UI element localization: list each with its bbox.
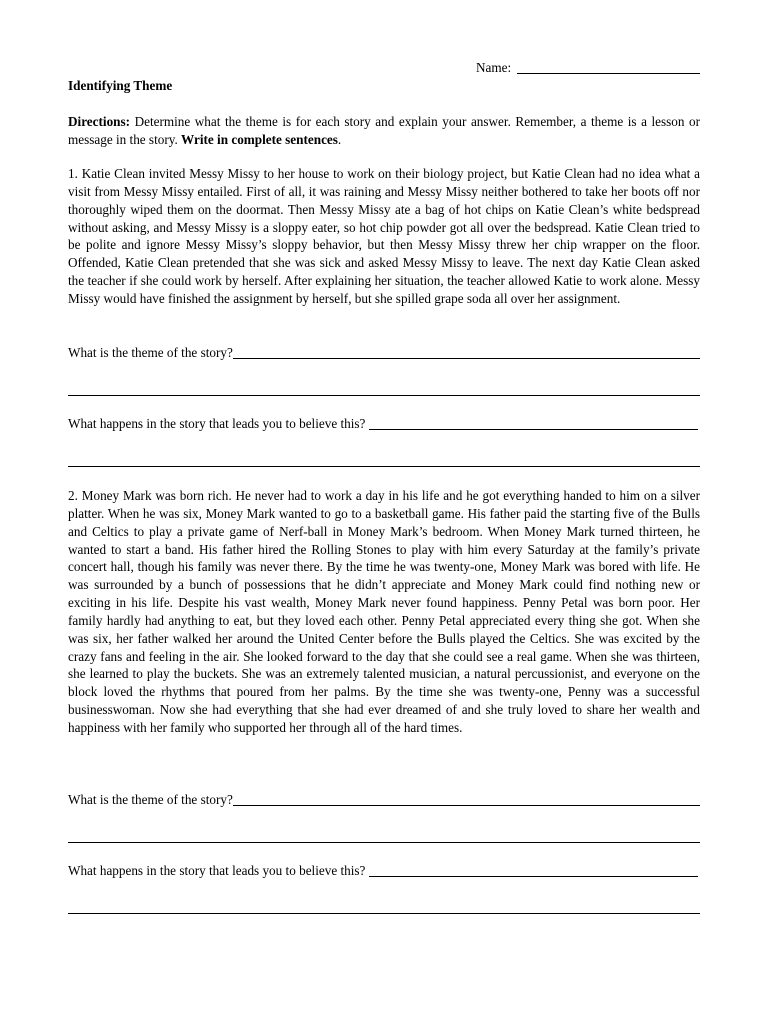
story-1-theme-question xyxy=(68,344,700,362)
story-2-evidence-question-label: What happens in the story that leads you to believe this? xyxy=(68,863,366,878)
story-2-theme-answer-line-2[interactable] xyxy=(68,842,700,843)
story-1-evidence-answer-line-2[interactable] xyxy=(68,466,700,467)
story-2-evidence-answer-line-2[interactable] xyxy=(68,913,700,914)
directions xyxy=(68,113,700,149)
worksheet-title: Identifying Theme xyxy=(68,78,173,93)
story-2-evidence-answer-line[interactable] xyxy=(369,864,698,877)
story-1-theme-question-label: What is the theme of the story? xyxy=(68,345,233,360)
directions-end: . xyxy=(337,131,342,147)
story-2-theme-question xyxy=(68,791,700,809)
worksheet-page xyxy=(68,0,700,1024)
story-2-theme-question-label: What is the theme of the story? xyxy=(68,792,233,807)
story-1-text: 1. Katie Clean invited Messy Missy to her house to work on their biology project, but Katie Clean had no idea what a visit from Messy Missy entailed. First of all, it was raining and Messy Missy neither bothered to take her boots off nor thoroughly wiped them on the doormat. Then Messy Missy ate a bag of hot chips on Katie Clean’s white bedspread without asking, and Messy Missy is a sloppy eater, so hot chip powder got all over the bedspread. Katie Clean tried to be polite and ignore Messy Missy’s sloppy behavior, but then Messy Missy threw her chip wrapper on the floor. Offended, Katie Clean pretended that she was sick and asked Messy Missy to leave. The next day Katie Clean asked the teacher if she could work by herself. After explaining her situation, the teacher allowed Katie to work alone. Messy Missy would have finished the assignment by herself, but she spilled grape soda all over her assignment. xyxy=(68,166,700,306)
story-1-theme-answer-line[interactable] xyxy=(233,346,700,359)
directions-label: Directions: xyxy=(68,114,131,129)
story-1-evidence-question-label: What happens in the story that leads you to believe this? xyxy=(68,416,366,431)
story-2-evidence-question xyxy=(68,862,698,880)
story-1-theme-answer-line-2[interactable] xyxy=(68,395,700,396)
directions-text: Determine what the theme is for each story and explain your answer. Remember, a theme is a lesson or message in the story. xyxy=(68,114,700,147)
story-1-evidence-question xyxy=(68,415,698,433)
story-2-theme-answer-line[interactable] xyxy=(233,793,700,806)
story-2-text: 2. Money Mark was born rich. He never had to work a day in his life and he got everything handed to him on a silver platter. When he was six, Money Mark wanted to go to a basketball game. His father paid the starting five of the Bulls and Celtics to play a private game of Nerf-ball in Money Mark’s bedroom. When Money Mark turned thirteen, he wanted to start a band. His father hired the Rolling Stones to play with him every Saturday at the family’s private concert hall, though his family was never there. By the time he was twenty-one, Money Mark was bored with life. He was surrounded by a bunch of possessions that he didn’t appreciate and Money Mark could find nothing new or exciting in his life. Despite his vast wealth, Money Mark never found happiness. Penny Petal was born poor. Her family hardly had anything to eat, but they loved each other. Penny Petal appreciated every thing she got. When she was six, her father walked her around the United Center before the Bulls played the Celtics. She was excited by the crazy fans and feeling in the air. She looked forward to the day that she could see a real game. When she was thirteen, she learned to play the buckets. She was an extremely talented musician, a natural percussionist, and everyone on the block loved the rhythms that poured from her palms. By the time she was twenty-one, Penny was a successful businesswoman. Now she had everything that she had ever dreamed of and she truly loved to share her wealth and happiness with her family who supported her through all of the hard times. xyxy=(68,488,700,735)
name-label: Name: xyxy=(476,60,512,75)
name-answer-line[interactable] xyxy=(517,60,700,74)
story-1-evidence-answer-line[interactable] xyxy=(369,417,698,430)
directions-emphasis: Write in complete sentences xyxy=(181,131,338,147)
name-row xyxy=(476,59,700,77)
